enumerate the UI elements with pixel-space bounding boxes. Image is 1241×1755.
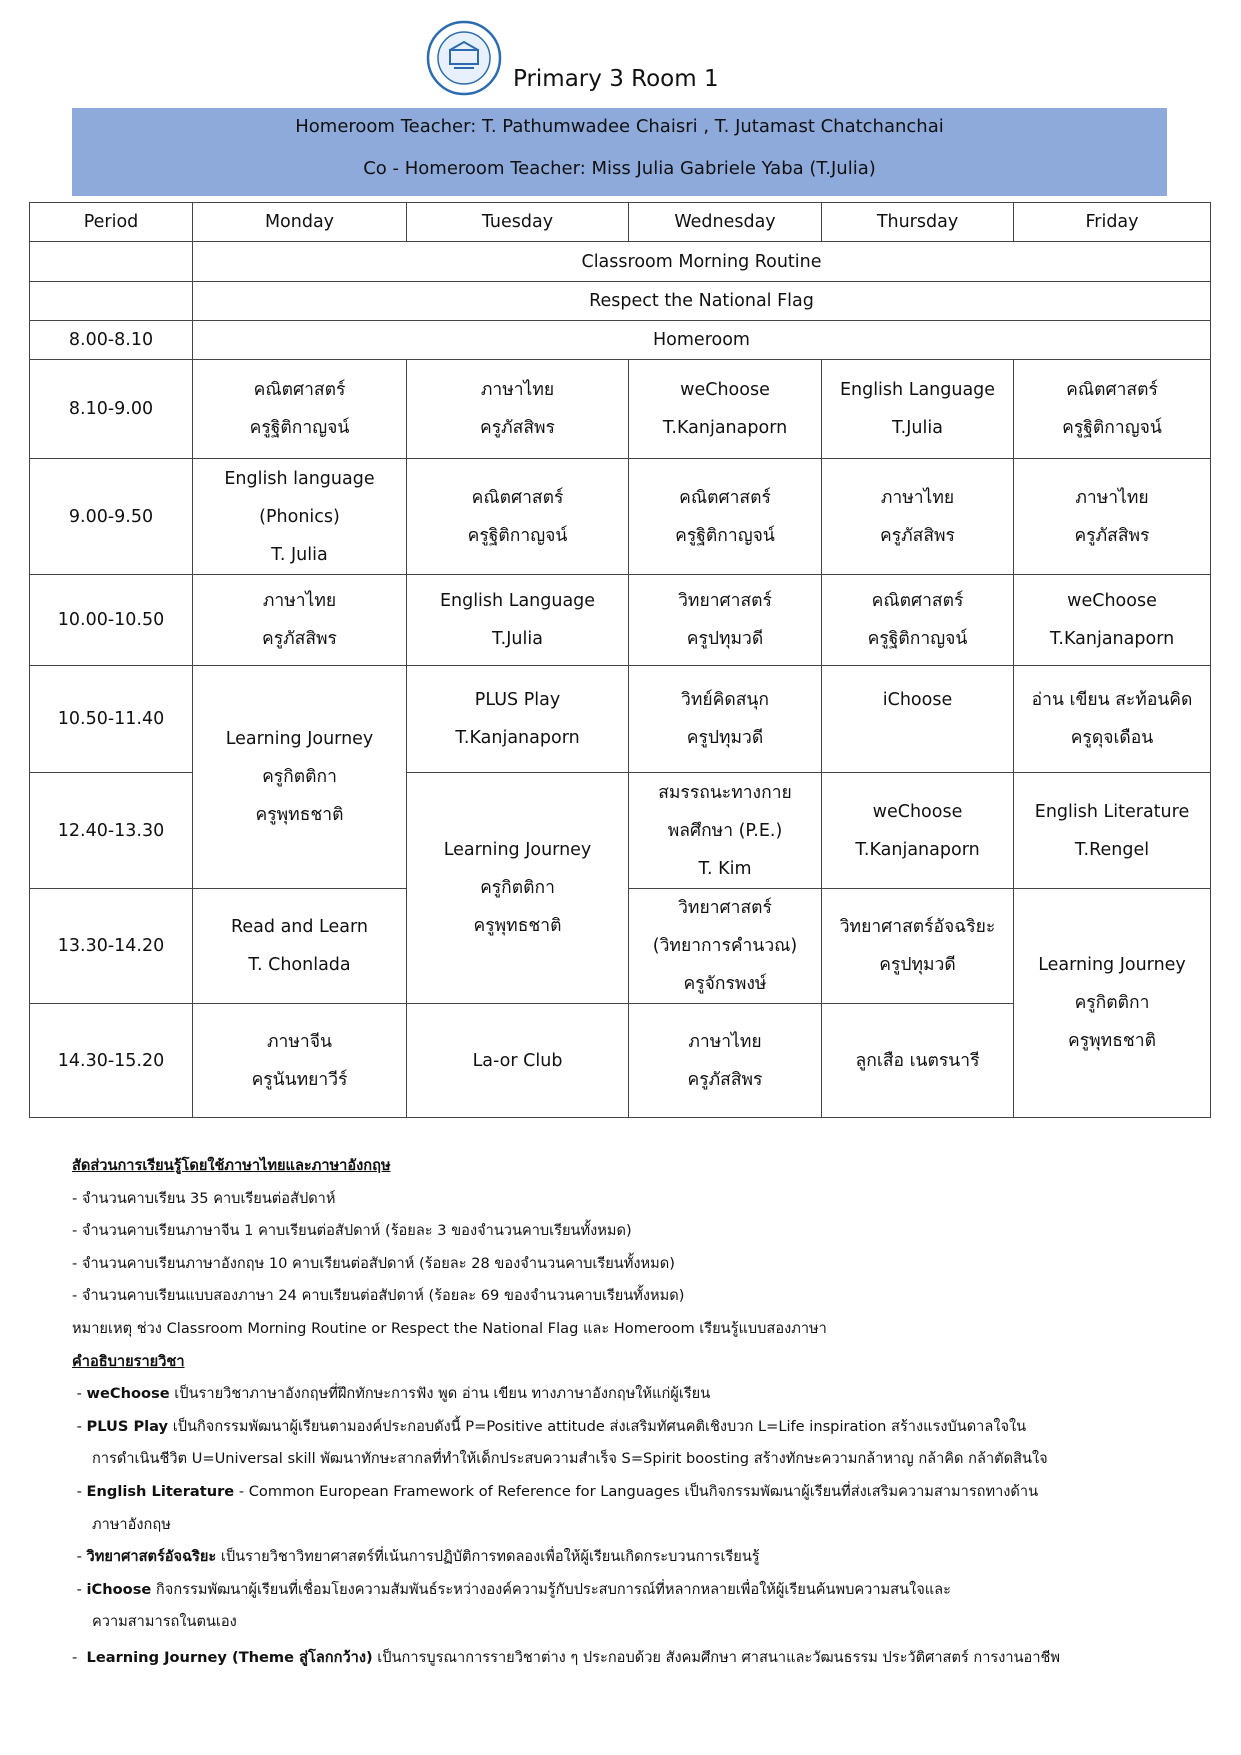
class-cell-learning-journey xyxy=(407,773,629,1004)
routine-row xyxy=(30,242,1211,282)
class-cell xyxy=(629,773,822,889)
desc-text: - Common European Framework of Reference for Languages เป็นกิจกรรมพัฒนาผู้เรียนที่ส่งเสริมความสามารถทางด้าน xyxy=(234,1482,1039,1500)
subject: วิทยาศาสตร์ xyxy=(678,591,772,611)
subject: ภาษาไทย xyxy=(262,591,337,611)
ratio-heading: สัดส่วนการเรียนรู้โดยใช้ภาษาไทยและภาษาอังกฤษ xyxy=(72,1157,391,1174)
subject: คณิตศาสตร์ xyxy=(1066,380,1158,400)
flag-row xyxy=(30,282,1211,321)
homeroom-header xyxy=(72,108,1167,196)
subject: ลูกเสือ เนตรนารี xyxy=(855,1050,980,1071)
class-cell xyxy=(629,1004,822,1118)
class-cell xyxy=(407,1004,629,1118)
period-cell-empty xyxy=(30,282,193,321)
subject: ภาษาไทย xyxy=(880,487,955,508)
col-header-friday: Friday xyxy=(1014,203,1211,242)
class-cell xyxy=(193,360,407,459)
desc-plus-play-cont: การดำเนินชีวิต U=Universal skill พัฒนาทักษะสากลที่ทำให้เด็กประสบความสำเร็จ S=Spirit boosting สร้างทักษะความกล้าหาญ กล้าคิด กล้าตัดสินใจ xyxy=(92,1450,1048,1468)
class-cell xyxy=(407,360,629,459)
teacher: ครูปทุมวดี xyxy=(686,629,764,649)
desc-term: English Literature xyxy=(86,1482,235,1500)
teacher: ครูจักรพงษ์ xyxy=(683,974,767,994)
col-header-period: Period xyxy=(30,203,193,242)
subject-note: (Phonics) xyxy=(259,506,340,527)
teacher: T.Rengel xyxy=(1074,839,1150,860)
desc-ichoose: - iChoose กิจกรรมพัฒนาผู้เรียนที่เชื่อมโยงความสัมพันธ์ระหว่างองค์ความรู้กับประสบการณ์ที่หลากหลายเพื่อให้ผู้เรียนค้นพบความสนใจและ xyxy=(72,1580,951,1598)
teacher: ครูกิตติกา xyxy=(262,767,337,787)
period-row-1 xyxy=(30,360,1211,459)
desc-text: เป็นการบูรณาการรายวิชาต่าง ๆ ประกอบด้วย สังคมศึกษา ศาสนาและวัฒนธรรม ประวัติศาสตร์ การงานอาชีพ xyxy=(372,1648,1061,1666)
class-cell xyxy=(193,459,407,575)
teacher: ครูดุจเดือน xyxy=(1070,728,1154,748)
period-cell-empty xyxy=(30,242,193,282)
subject: คณิตศาสตร์ xyxy=(871,591,964,611)
subject: ภาษาไทย xyxy=(1075,487,1149,508)
desc-learning-journey: - Learning Journey (Theme สู่โลกกว้าง) เป็นการบูรณาการรายวิชาต่าง ๆ ประกอบด้วย สังคมศึกษา ศาสนาและวัฒนธรรม ประวัติศาสตร์ การงานอาชีพ xyxy=(72,1648,1061,1666)
period-row-4 xyxy=(30,666,1211,773)
class-cell-learning-journey xyxy=(1014,889,1211,1118)
desc-science: - วิทยาศาสตร์อัจฉริยะ เป็นรายวิชาวิทยาศาสตร์ที่เน้นการปฏิบัติการทดลองเพื่อให้ผู้เรียนเกิดกระบวนการเรียนรู้ xyxy=(72,1548,760,1566)
teacher: ครูฐิติกาญจน์ xyxy=(675,525,775,546)
teacher: ครูพุทธชาติ xyxy=(1068,1031,1156,1051)
class-cell xyxy=(822,889,1014,1004)
class-cell xyxy=(629,666,822,773)
teacher: T.Kanjanaporn xyxy=(855,839,980,860)
school-logo xyxy=(426,20,502,96)
period-cell: 8.00-8.10 xyxy=(30,321,193,360)
desc-text: เป็นรายวิชาภาษาอังกฤษที่ฝึกทักษะการฟัง พูด อ่าน เขียน ทางภาษาอังกฤษให้แก่ผู้เรียน xyxy=(169,1385,711,1403)
class-cell xyxy=(629,459,822,575)
subject: English Language xyxy=(839,380,996,400)
teacher: ครูฐิติกาญจน์ xyxy=(867,629,968,649)
subject: weChoose xyxy=(1067,591,1157,611)
teacher: ครูฐิติกาญจน์ xyxy=(249,418,350,438)
subject: weChoose xyxy=(680,380,770,400)
header-row xyxy=(30,203,1211,242)
teacher: T. Chonlada xyxy=(248,955,351,975)
timetable xyxy=(29,202,1211,1118)
teacher: ครูกิตติกา xyxy=(480,878,555,898)
period-cell: 10.00-10.50 xyxy=(30,575,193,666)
subject-note: พลศึกษา (P.E.) xyxy=(667,820,783,841)
class-cell xyxy=(629,360,822,459)
class-cell xyxy=(1014,773,1211,889)
ratio-line: - จำนวนคาบเรียนภาษาจีน 1 คาบเรียนต่อสัปดาห์ (ร้อยละ 3 ของจำนวนคาบเรียนทั้งหมด) xyxy=(72,1222,632,1240)
class-cell xyxy=(407,666,629,773)
subject: วิทยาศาสตร์ xyxy=(678,898,772,918)
col-header-monday: Monday xyxy=(193,203,407,242)
desc-wechoose: - weChoose เป็นรายวิชาภาษาอังกฤษที่ฝึกทักษะการฟัง พูด อ่าน เขียน ทางภาษาอังกฤษให้แก่ผู้เรียน xyxy=(72,1385,711,1403)
subject: La-or Club xyxy=(472,1050,563,1071)
desc-text: เป็นรายวิชาวิทยาศาสตร์ที่เน้นการปฏิบัติการทดลองเพื่อให้ผู้เรียนเกิดกระบวนการเรียนรู้ xyxy=(216,1548,760,1566)
teacher: ครูภัสสิพร xyxy=(262,629,337,649)
period-row-2 xyxy=(30,459,1211,575)
teacher: ครูนันทยาวีร์ xyxy=(251,1069,348,1090)
national-flag-cell: Respect the National Flag xyxy=(193,282,1211,321)
subject: iChoose xyxy=(882,690,953,710)
subject: ภาษาจีน xyxy=(267,1031,332,1052)
subject: Learning Journey xyxy=(1038,955,1186,975)
desc-text: เป็นกิจกรรมพัฒนาผู้เรียนตามองค์ประกอบดังนี้ P=Positive attitude ส่งเสริมทัศนคติเชิงบวก L=Life inspiration สร้างแรงบันดาลใจใน xyxy=(168,1417,1027,1435)
subject: PLUS Play xyxy=(474,690,561,710)
remark-line: หมายเหตุ ช่วง Classroom Morning Routine or Respect the National Flag และ Homeroom เรียนรู้แบบสองภาษา xyxy=(72,1319,827,1337)
subject-note: (วิทยาการคำนวณ) xyxy=(652,936,798,956)
subject: คณิตศาสตร์ xyxy=(679,487,771,508)
teacher: ครูภัสสิพร xyxy=(880,525,955,546)
class-cell xyxy=(822,773,1014,889)
class-cell xyxy=(822,1004,1014,1118)
class-cell xyxy=(407,459,629,575)
teacher: ครูพุทธชาติ xyxy=(473,916,562,936)
class-cell xyxy=(407,575,629,666)
desc-term: PLUS Play xyxy=(86,1417,169,1435)
subject: ภาษาไทย xyxy=(688,1031,762,1052)
ratio-line: - จำนวนคาบเรียนภาษาอังกฤษ 10 คาบเรียนต่อสัปดาห์ (ร้อยละ 28 ของจำนวนคาบเรียนทั้งหมด) xyxy=(72,1254,675,1272)
teacher: T.Kanjanaporn xyxy=(1049,629,1175,649)
co-homeroom-teacher-line: Co - Homeroom Teacher: Miss Julia Gabriele Yaba (T.Julia) xyxy=(363,158,876,179)
teacher: ครูปทุมวดี xyxy=(879,955,956,975)
class-cell xyxy=(193,889,407,1004)
col-header-thursday: Thursday xyxy=(822,203,1014,242)
col-header-tuesday: Tuesday xyxy=(407,203,629,242)
teacher: ครูภัสสิพร xyxy=(687,1069,763,1090)
class-cell xyxy=(1014,459,1211,575)
class-cell xyxy=(629,575,822,666)
desc-term: weChoose xyxy=(86,1385,170,1403)
class-cell xyxy=(193,1004,407,1118)
desc-text: กิจกรรมพัฒนาผู้เรียนที่เชื่อมโยงความสัมพันธ์ระหว่างองค์ความรู้กับประสบการณ์ที่หลากหลายเพื่อให้ผู้เรียนค้นพบความสนใจและ xyxy=(151,1580,951,1598)
col-header-wednesday: Wednesday xyxy=(629,203,822,242)
desc-term: วิทยาศาสตร์อัจฉริยะ xyxy=(86,1548,217,1566)
subject: ภาษาไทย xyxy=(480,380,555,400)
teacher: ครูฐิติกาญจน์ xyxy=(467,525,568,546)
subject: Learning Journey xyxy=(443,840,592,860)
ratio-line: - จำนวนคาบเรียน 35 คาบเรียนต่อสัปดาห์ xyxy=(72,1189,336,1207)
teacher: ครูฐิติกาญจน์ xyxy=(1062,418,1162,438)
page-title: Primary 3 Room 1 xyxy=(513,66,719,92)
teacher: ครูภัสสิพร xyxy=(1074,525,1150,546)
subject: คณิตศาสตร์ xyxy=(253,380,346,400)
subject: อ่าน เขียน สะท้อนคิด xyxy=(1031,690,1193,710)
period-row-3 xyxy=(30,575,1211,666)
class-cell xyxy=(1014,575,1211,666)
teacher: ครูพุทธชาติ xyxy=(255,805,344,825)
class-cell xyxy=(822,459,1014,575)
classroom-routine-cell: Classroom Morning Routine xyxy=(193,242,1211,282)
description-heading: คำอธิบายรายวิชา xyxy=(72,1352,185,1370)
teacher: ครูปทุมวดี xyxy=(686,728,764,748)
homeroom-row xyxy=(30,321,1211,360)
teacher: T.Kanjanaporn xyxy=(662,418,788,438)
notes-section xyxy=(72,1150,1192,1675)
desc-english-literature: - English Literature - Common European Framework of Reference for Languages เป็นกิจกรรมพัฒนาผู้เรียนที่ส่งเสริมความสามารถทางด้าน xyxy=(72,1482,1039,1500)
subject: สมรรถนะทางกาย xyxy=(658,782,792,803)
teacher: T.Kanjanaporn xyxy=(455,728,580,748)
desc-term: iChoose xyxy=(86,1580,152,1598)
subject: weChoose xyxy=(872,801,963,822)
teacher: ครูกิตติกา xyxy=(1074,993,1150,1013)
class-cell xyxy=(1014,666,1211,773)
ratio-line: - จำนวนคาบเรียนแบบสองภาษา 24 คาบเรียนต่อสัปดาห์ (ร้อยละ 69 ของจำนวนคาบเรียนทั้งหมด) xyxy=(72,1287,685,1305)
subject: Read and Learn xyxy=(231,917,368,937)
desc-english-literature-cont: ภาษาอังกฤษ xyxy=(92,1515,171,1533)
homeroom-teacher-line: Homeroom Teacher: T. Pathumwadee Chaisri , T. Jutamast Chatchanchai xyxy=(295,116,944,137)
subject: วิทยาศาสตร์อัจฉริยะ xyxy=(839,917,996,937)
period-cell: 10.50-11.40 xyxy=(30,666,193,773)
class-cell-learning-journey xyxy=(193,666,407,889)
subject: Learning Journey xyxy=(225,729,374,749)
period-cell: 12.40-13.30 xyxy=(30,773,193,889)
subject: คณิตศาสตร์ xyxy=(471,487,564,508)
period-cell: 14.30-15.20 xyxy=(30,1004,193,1118)
teacher: T. Kim xyxy=(698,858,752,879)
class-cell xyxy=(822,666,1014,773)
subject: English Language xyxy=(439,591,596,611)
class-cell xyxy=(629,889,822,1004)
class-cell xyxy=(822,360,1014,459)
subject: วิทย์คิดสนุก xyxy=(681,690,769,710)
period-cell: 9.00-9.50 xyxy=(30,459,193,575)
class-cell xyxy=(822,575,1014,666)
homeroom-cell: Homeroom xyxy=(193,321,1211,360)
period-cell: 8.10-9.00 xyxy=(30,360,193,459)
teacher: T.Julia xyxy=(892,418,943,438)
desc-ichoose-cont: ความสามารถในตนเอง xyxy=(92,1613,237,1631)
desc-term: Learning Journey (Theme สู่โลกกว้าง) xyxy=(86,1648,373,1666)
teacher: T. Julia xyxy=(271,544,328,565)
subject: English Literature xyxy=(1034,801,1190,822)
class-cell xyxy=(193,575,407,666)
class-cell xyxy=(1014,360,1211,459)
subject: English language xyxy=(224,468,375,489)
period-cell: 13.30-14.20 xyxy=(30,889,193,1004)
teacher: T.Julia xyxy=(492,629,543,649)
desc-plus-play: - PLUS Play เป็นกิจกรรมพัฒนาผู้เรียนตามองค์ประกอบดังนี้ P=Positive attitude ส่งเสริมทัศนคติเชิงบวก L=Life inspiration สร้างแรงบันดาลใจใน xyxy=(72,1417,1027,1435)
teacher: ครูภัสสิพร xyxy=(480,418,555,438)
